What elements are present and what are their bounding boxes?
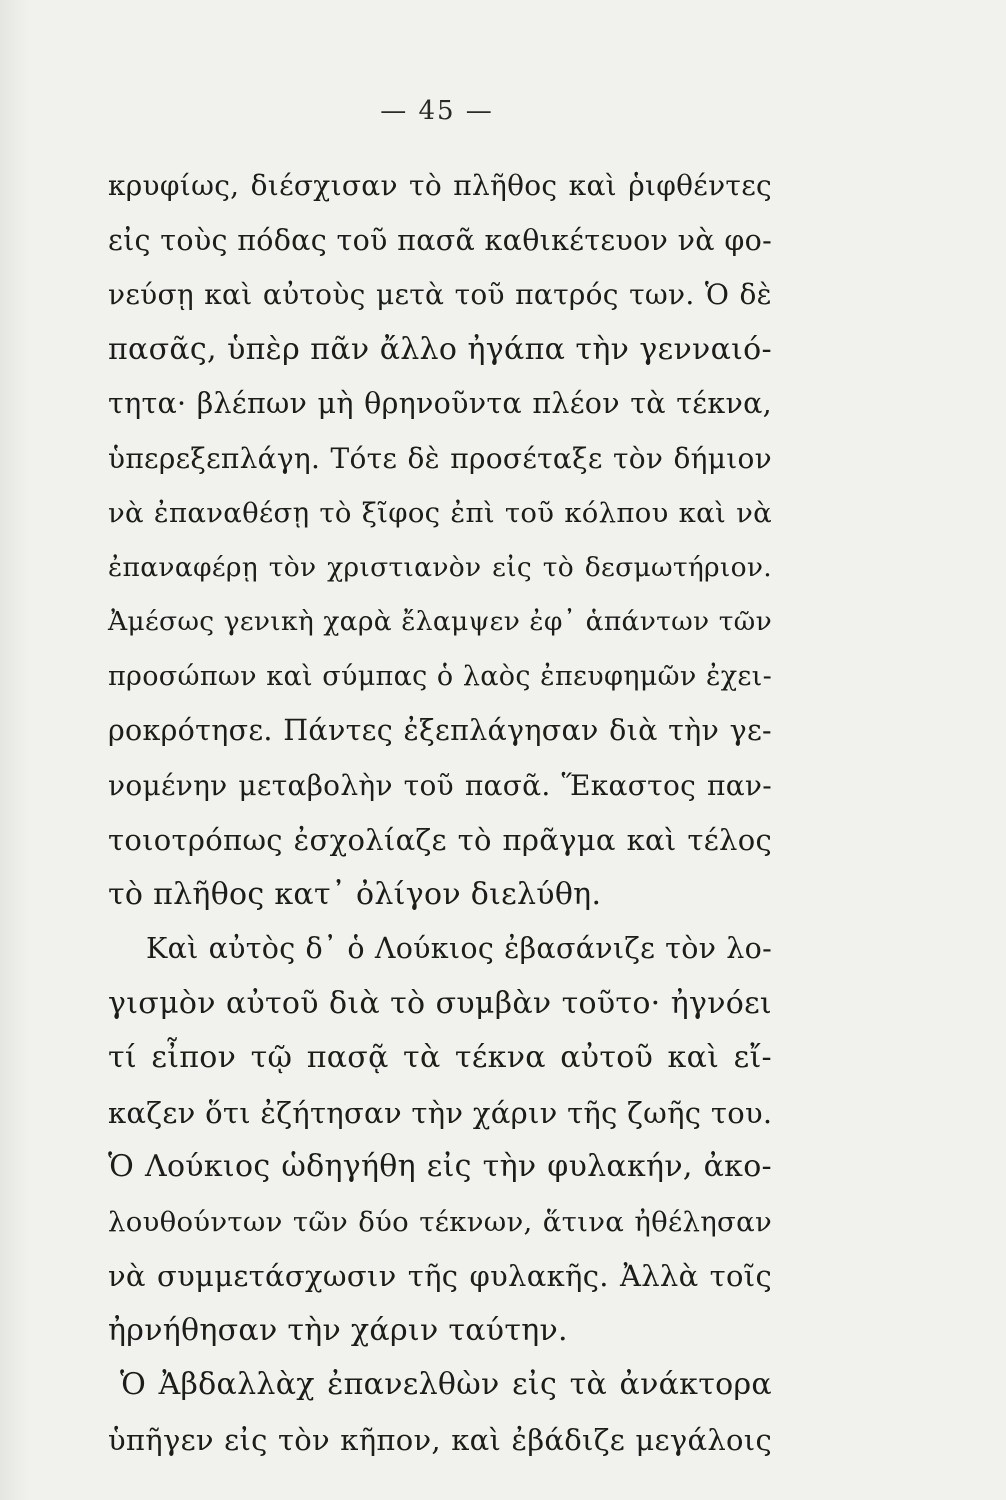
text-line: εἰς τοὺς πόδας τοῦ πασᾶ καθικέτευον νὰ φο-	[108, 223, 772, 257]
text-line: τὸ πλῆθος κατ᾽ ὀλίγον διελύθη.	[108, 876, 602, 912]
text-line: ροκρότησε. Πάντες ἐξεπλάγησαν διὰ τὴν γε-	[108, 714, 772, 747]
body-text	[108, 159, 772, 1467]
text-line: τί εἶπον τῷ πασᾷ τὰ τέκνα αὐτοῦ καὶ εἴ-	[108, 1040, 772, 1075]
text-line: καζεν ὅτι ἐζήτησαν τὴν χάριν τῆς ζωῆς του.	[108, 1095, 773, 1130]
text-line: ἠρνήθησαν τὴν χάριν ταύτην.	[108, 1312, 568, 1348]
text-line: πασᾶς, ὑπὲρ πᾶν ἄλλο ἠγάπα τὴν γενναιό-	[108, 331, 772, 367]
text-line: νεύσῃ καὶ αὐτοὺς μετὰ τοῦ πατρός των. Ὁ δὲ	[108, 278, 772, 311]
paragraph-first-line: Ὁ Ἀβδαλλὰχ ἐπανελθὼν εἰς τὰ ἀνάκτορα	[120, 1367, 772, 1402]
text-line: τητα· βλέπων μὴ θρηνοῦντα πλέον τὰ τέκνα,	[108, 387, 772, 420]
text-line: νομένην μεταβολὴν τοῦ πασᾶ. Ἕκαστος παν-	[108, 768, 772, 802]
text-line: Ἀμέσως γενικὴ χαρὰ ἔλαμψεν ἐφ᾽ ἁπάντων τῶν	[108, 606, 772, 637]
text-line: προσώπων καὶ σύμπας ὁ λαὸς ἐπευφημῶν ἐχει-	[108, 660, 772, 692]
text-line: γισμὸν αὐτοῦ διὰ τὸ συμβὰν τοῦτο· ἠγνόει	[108, 985, 772, 1021]
text-line: τοιοτρόπως ἐσχολίαζε τὸ πρᾶγμα καὶ τέλος	[108, 823, 772, 857]
page-number: — 45 —	[380, 96, 494, 126]
text-line: λουθούντων τῶν δύο τέκνων, ἅτινα ἠθέλησαν	[108, 1205, 772, 1238]
text-line: κρυφίως, διέσχισαν τὸ πλῆθος καὶ ῥιφθέντες	[108, 169, 772, 202]
text-line: Ὁ Λούκιος ὡδηγήθη εἰς τὴν φυλακήν, ἀκο-	[108, 1149, 772, 1184]
text-line: νὰ ἐπαναθέσῃ τὸ ξῖφος ἐπὶ τοῦ κόλπου καὶ νὰ	[108, 497, 772, 529]
text-line: ὑπερεξεπλάγη. Τότε δὲ προσέταξε τὸν δήμιον	[108, 441, 772, 475]
text-line: ὑπῆγεν εἰς τὸν κῆπον, καὶ ἐβάδιζε μεγάλοις	[108, 1422, 772, 1457]
paragraph-first-line: Καὶ αὐτὸς δ᾽ ὁ Λούκιος ἐβασάνιζε τὸν λο-	[146, 932, 772, 965]
text-line: νὰ συμμετάσχωσιν τῆς φυλακῆς. Ἀλλὰ τοῖς	[108, 1259, 772, 1293]
text-line: ἐπαναφέρῃ τὸν χριστιανὸν εἰς τὸ δεσμωτήριον.	[108, 551, 772, 583]
